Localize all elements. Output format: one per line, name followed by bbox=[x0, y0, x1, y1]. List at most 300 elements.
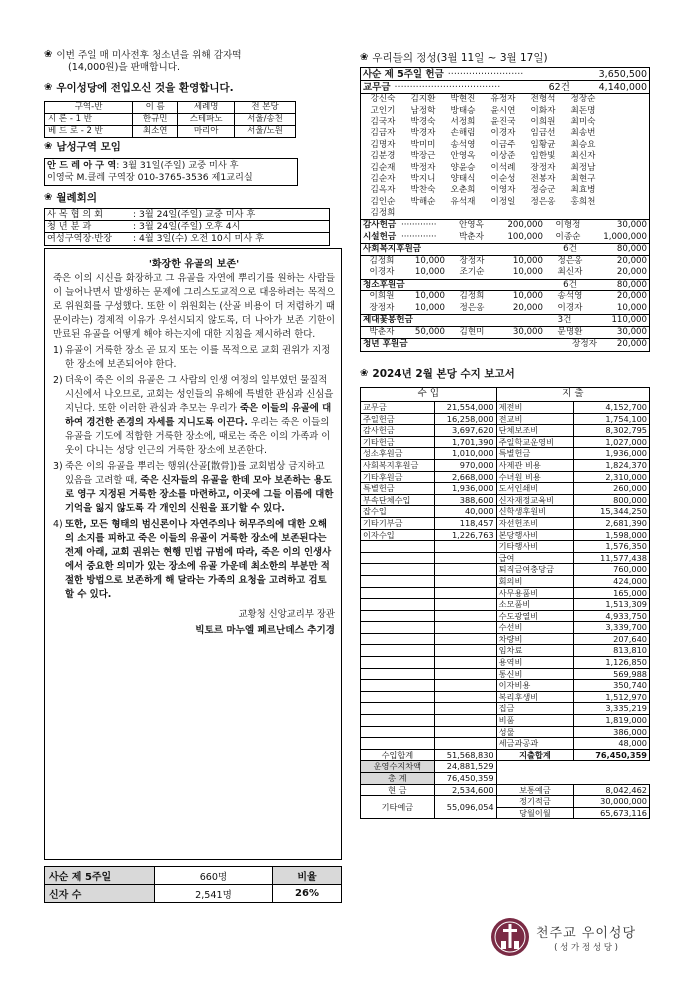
donor-name: 김정희 bbox=[369, 255, 395, 266]
deposit-amount: 55,096,054 bbox=[434, 796, 496, 819]
table-cell bbox=[361, 680, 435, 692]
table-cell bbox=[434, 668, 496, 680]
month-label: 당월이월 bbox=[496, 807, 574, 819]
list-item: 사순 제 5주일 헌금 ························· 3,650,500 bbox=[363, 69, 647, 80]
account-name: 세금과공과 bbox=[496, 738, 574, 750]
welfare-label: 사회복지후원금 bbox=[363, 244, 422, 255]
item-number: 4) bbox=[53, 519, 63, 530]
table-cell bbox=[434, 715, 496, 727]
altar-count: 3건 bbox=[557, 315, 572, 326]
south-title: 남성구역 모임 bbox=[56, 141, 121, 153]
south-section bbox=[44, 139, 342, 186]
account-name: 기타행사비 bbox=[496, 541, 574, 553]
donor-name: 박경자 bbox=[410, 128, 436, 139]
table-row bbox=[361, 459, 650, 471]
account-name: 기타헌금 bbox=[361, 436, 435, 448]
list-item bbox=[45, 233, 329, 245]
table-row bbox=[363, 140, 603, 151]
account-amount: 1,027,000 bbox=[574, 436, 650, 448]
donor-name: 정장순 bbox=[570, 94, 596, 105]
donor-name: 김인순 bbox=[370, 196, 396, 207]
table-cell: 서울/송천 bbox=[235, 114, 296, 126]
donor-amount: 10,000 bbox=[512, 255, 543, 266]
donor-amount: 30,000 bbox=[616, 220, 647, 231]
normal-label: 보통예금 bbox=[496, 784, 574, 796]
altar-label: 제대꽃봉헌금 bbox=[363, 315, 413, 326]
account-amount: 1,226,763 bbox=[434, 529, 496, 541]
donor-name: 이희원 bbox=[369, 291, 395, 302]
donor-name-grid bbox=[363, 94, 603, 219]
donor-name: 오춘희 bbox=[450, 185, 476, 196]
meeting-name: 청 년 분 과 bbox=[47, 221, 92, 232]
table-cell bbox=[434, 622, 496, 634]
flower-icon: ❀ bbox=[44, 141, 53, 152]
monthly-box bbox=[44, 208, 330, 246]
young-block bbox=[361, 338, 649, 351]
table-row bbox=[361, 471, 650, 483]
flower-icon: ❀ bbox=[44, 82, 53, 93]
table-row bbox=[361, 552, 650, 564]
account-name: 수도광열비 bbox=[496, 610, 574, 622]
account-name: 제전비 bbox=[496, 402, 574, 414]
table-row bbox=[361, 564, 650, 576]
donor-amount: 10,000 bbox=[512, 267, 543, 278]
account-amount: 3,339,700 bbox=[574, 622, 650, 634]
donor-name: 김순자 bbox=[370, 173, 396, 184]
ratio-value: 26% bbox=[273, 885, 342, 903]
donor-name: 김정희 bbox=[459, 291, 485, 302]
list-item bbox=[361, 315, 649, 327]
deposit-label: 기타예금 bbox=[361, 796, 435, 819]
donor-name: 전봉자 bbox=[530, 173, 556, 184]
attendance-value: 660명 bbox=[155, 867, 273, 885]
donor-name: 김명자 bbox=[370, 139, 396, 150]
table-cell bbox=[361, 657, 435, 669]
flower-icon: ❀ bbox=[360, 368, 369, 379]
donor-amount: 200,000 bbox=[507, 220, 543, 231]
table-row bbox=[361, 715, 650, 727]
donor-name: 홍희천 bbox=[570, 196, 596, 207]
account-amount: 1,701,390 bbox=[434, 436, 496, 448]
account-amount: 1,010,000 bbox=[434, 448, 496, 460]
table-cell bbox=[361, 645, 435, 657]
donor-name: 이상준 bbox=[490, 151, 516, 162]
account-amount: 760,000 bbox=[574, 564, 650, 576]
donor-name: 이형정 bbox=[555, 220, 581, 231]
welfare-count: 6건 bbox=[563, 244, 577, 255]
table-cell bbox=[434, 599, 496, 611]
donor-name: 이경자 bbox=[557, 302, 583, 313]
donor-name: 장정자 bbox=[530, 162, 556, 173]
table-row bbox=[361, 610, 650, 622]
donor-name: 박찬숙 bbox=[410, 185, 436, 196]
expense-total-label: 지출합계 bbox=[496, 749, 574, 761]
donor-amount: 20,000 bbox=[616, 255, 647, 266]
meeting-time: : 3월 24일(주일) 교중 미사 후 bbox=[133, 209, 256, 220]
account-amount: 386,000 bbox=[574, 726, 650, 738]
deficit-label: 운영수지차액 bbox=[361, 761, 435, 773]
account-amount: 11,577,438 bbox=[574, 552, 650, 564]
youth-label: 청소후원금 bbox=[363, 279, 405, 290]
donor-name: 임한빛 bbox=[530, 151, 556, 162]
list-item bbox=[361, 244, 649, 256]
table-cell: 시 론 - 1 반 bbox=[45, 114, 133, 126]
donor-name: 정은옹 bbox=[530, 196, 556, 207]
donor-name: 장정자 bbox=[459, 255, 485, 266]
young-label: 청년 후원금 bbox=[363, 339, 408, 350]
item-bold-text: 또한, 모든 형태의 범신론이나 자연주의나 허무주의에 대한 오해의 소지를 피하고 죽은 이들의 유골이 거룩한 장소에 보존된다는 전제 아래, 교회 권위는 현행 민법 규범에 따라, 죽은 이의 인생사에서 중요한 의미가 있는 장소에 유골 가운데 최소한의 부분만 적절한 방법으로 보존하게 해 달라는 가족의 요청을 고려하고 검토할 수 있다. bbox=[65, 519, 332, 600]
donor-name: 김금자 bbox=[370, 128, 396, 139]
parish-label: 교무금 bbox=[363, 82, 391, 93]
south-district-label: 안 드 레 아 구 역 bbox=[47, 160, 117, 171]
donor-name: 이화자 bbox=[530, 105, 556, 116]
list-item: 감사헌금 ············· 안영옥 200,000 이형정 30,000 bbox=[363, 220, 647, 231]
table-cell bbox=[434, 564, 496, 576]
account-name: 본당행사비 bbox=[496, 529, 574, 541]
altar-amount: 110,000 bbox=[611, 315, 647, 326]
attendance-label: 사순 제 5주일 bbox=[45, 867, 155, 885]
table-cell: 스테파노 bbox=[178, 114, 235, 126]
meeting-name: 여성구역장·반장 bbox=[47, 233, 113, 244]
savings-amount: 30,000,000 bbox=[574, 796, 650, 808]
donor-amount: 50,000 bbox=[414, 326, 445, 337]
monthly-section bbox=[44, 190, 342, 246]
expense-total: 76,450,359 bbox=[574, 749, 650, 761]
table-row bbox=[363, 94, 603, 105]
item-text: 유골이 거룩한 장소 곧 묘지 또는 이를 목적으로 교회 권위가 지정한 장소에 보존되어야 한다. bbox=[65, 345, 331, 370]
welcome-title: 우이성당에 전입오신 것을 환영합니다. bbox=[56, 82, 234, 94]
parish-count: 62건 bbox=[548, 82, 570, 93]
account-amount: 2,668,000 bbox=[434, 471, 496, 483]
donor-name: 유석재 bbox=[450, 196, 476, 207]
account-amount: 350,740 bbox=[574, 680, 650, 692]
donor-name: 전형석 bbox=[530, 94, 556, 105]
donor-name: 김현미 bbox=[459, 326, 485, 337]
south-date: : 3월 31일(주일) 교중 미사 후 bbox=[116, 160, 239, 171]
list-item bbox=[53, 374, 335, 458]
list-item bbox=[45, 209, 329, 221]
table-row bbox=[361, 402, 650, 414]
account-amount: 3,335,219 bbox=[574, 703, 650, 715]
table-row bbox=[361, 575, 650, 587]
cash-label: 현 금 bbox=[361, 784, 435, 796]
list-item bbox=[53, 460, 335, 516]
account-amount: 16,258,000 bbox=[434, 413, 496, 425]
account-amount: 1,513,309 bbox=[574, 599, 650, 611]
welcome-header-cell: 전 본당 bbox=[235, 102, 296, 114]
donor-name: 박미미 bbox=[410, 139, 436, 150]
list-item bbox=[361, 303, 649, 315]
table-row bbox=[361, 599, 650, 611]
donor-name: 김지환 bbox=[410, 94, 436, 105]
donor-name: 이경자 bbox=[490, 128, 516, 139]
table-cell bbox=[434, 703, 496, 715]
table-row bbox=[361, 773, 650, 785]
table-cell bbox=[361, 622, 435, 634]
account-name: 신학생후원비 bbox=[496, 506, 574, 518]
table-row bbox=[361, 448, 650, 460]
table-cell bbox=[361, 726, 435, 738]
table-cell: 서울/노원 bbox=[235, 126, 296, 138]
table-row bbox=[363, 117, 603, 128]
account-amount: 8,302,795 bbox=[574, 425, 650, 437]
table-row bbox=[45, 885, 342, 903]
list-item bbox=[53, 518, 335, 602]
item-number: 3) bbox=[53, 461, 63, 472]
donor-name: 김옥자 bbox=[370, 185, 396, 196]
welcome-header-cell: 이 름 bbox=[133, 102, 178, 114]
table-row bbox=[45, 126, 296, 138]
item-number: 1) bbox=[53, 345, 63, 356]
donor-amount: 10,000 bbox=[616, 302, 647, 313]
donor-amount: 10,000 bbox=[414, 291, 445, 302]
account-amount: 1,819,000 bbox=[574, 715, 650, 727]
donor-name: 조기순 bbox=[459, 267, 485, 278]
welcome-header-row bbox=[45, 102, 296, 114]
donor-name bbox=[563, 208, 603, 219]
table-row bbox=[361, 517, 650, 529]
donor-name: 임황균 bbox=[530, 139, 556, 150]
donor-name: 최신자 bbox=[570, 151, 596, 162]
account-name: 퇴직금여충당금 bbox=[496, 564, 574, 576]
finance-title: 2024년 2월 본당 수지 보고서 bbox=[372, 368, 515, 380]
item-bold-text: 죽은 신자들의 유골을 한데 모아 보존하는 용도로 영구 지정된 거룩한 장소를 마련하고, 이곳에 그들 이름에 대한 기억을 잃지 않도록 각 개인의 신원을 표기할 수 있다. bbox=[65, 475, 334, 514]
donor-name: 고인기 bbox=[370, 105, 396, 116]
account-name: 부속단체수입 bbox=[361, 494, 435, 506]
donor-name: 최효병 bbox=[570, 185, 596, 196]
parish-amount: 4,140,000 bbox=[598, 82, 647, 93]
welcome-header-cell: 세례명 bbox=[178, 102, 235, 114]
donor-name: 송석영 bbox=[450, 139, 476, 150]
account-amount: 1,936,000 bbox=[574, 448, 650, 460]
welcome-section bbox=[44, 80, 342, 138]
account-name: 수녀원 비용 bbox=[496, 471, 574, 483]
income-header: 수 입 bbox=[361, 388, 497, 402]
donor-name: 박현진 bbox=[450, 94, 476, 105]
table-cell bbox=[434, 587, 496, 599]
account-name: 특별헌금 bbox=[496, 448, 574, 460]
list-item bbox=[361, 291, 649, 303]
donor-name: 박장근 bbox=[410, 151, 436, 162]
account-amount: 1,824,370 bbox=[574, 459, 650, 471]
list-item: 교무금 ··································· 62건 4,140,000 bbox=[363, 82, 647, 93]
thanks-label: 감사헌금 bbox=[363, 220, 397, 231]
table-row bbox=[361, 483, 650, 495]
donor-name: 방태승 bbox=[450, 105, 476, 116]
donor-name: 박경숙 bbox=[410, 116, 436, 127]
account-name: 비품 bbox=[496, 715, 574, 727]
donor-name bbox=[483, 208, 523, 219]
table-cell bbox=[434, 680, 496, 692]
meeting-time: : 3월 24일(주일) 오후 4시 bbox=[133, 221, 241, 232]
table-row bbox=[361, 703, 650, 715]
table-cell bbox=[434, 726, 496, 738]
table-cell bbox=[434, 738, 496, 750]
meeting-time: : 4월 3일(수) 오전 10시 미사 후 bbox=[133, 233, 265, 244]
donor-amount: 10,000 bbox=[414, 302, 445, 313]
donor-name: 최송번 bbox=[570, 128, 596, 139]
members-label: 신자 수 bbox=[45, 885, 155, 903]
account-name: 복리후생비 bbox=[496, 691, 574, 703]
account-name: 특별헌금 bbox=[361, 483, 435, 495]
donor-name: 박지니 bbox=[410, 173, 436, 184]
donor-name: 박정자 bbox=[410, 162, 436, 173]
table-cell bbox=[361, 703, 435, 715]
account-amount: 3,697,620 bbox=[434, 425, 496, 437]
donor-name: 최돈명 bbox=[570, 105, 596, 116]
table-row bbox=[361, 622, 650, 634]
table-row bbox=[361, 796, 650, 808]
list-item bbox=[45, 221, 329, 233]
table-row bbox=[361, 587, 650, 599]
table-cell bbox=[361, 633, 435, 645]
account-name: 용역비 bbox=[496, 657, 574, 669]
donor-name: 박춘자 bbox=[369, 326, 395, 337]
account-name: 성물 bbox=[496, 726, 574, 738]
donor-name: 김순재 bbox=[370, 162, 396, 173]
donor-name: 안영옥 bbox=[450, 151, 476, 162]
table-row bbox=[361, 633, 650, 645]
table-cell: 한규민 bbox=[133, 114, 178, 126]
income-total: 51,568,830 bbox=[434, 749, 496, 761]
essay-signature-title: 교황청 신앙교리부 장관 bbox=[238, 609, 335, 620]
table-cell bbox=[361, 668, 435, 680]
normal-amount: 8,042,462 bbox=[574, 784, 650, 796]
account-name: 차량비 bbox=[496, 633, 574, 645]
donor-name: 정은옹 bbox=[557, 255, 583, 266]
list-item: 시설헌금 ············· 박춘자 100,000 이종순 1,000,000 bbox=[363, 231, 647, 242]
donor-name: 이순성 bbox=[490, 173, 516, 184]
church-subtitle: ( 성 가 정 성 당 ) bbox=[554, 942, 618, 953]
expense-header: 지 출 bbox=[496, 388, 649, 402]
account-amount: 1,512,970 bbox=[574, 691, 650, 703]
account-name: 집금 bbox=[496, 703, 574, 715]
table-row bbox=[363, 105, 603, 116]
donor-name: 유정자 bbox=[490, 94, 516, 105]
donor-name: 최현구 bbox=[570, 173, 596, 184]
table-row bbox=[363, 174, 603, 185]
table-cell bbox=[434, 552, 496, 564]
table-row bbox=[361, 691, 650, 703]
table-cell bbox=[434, 610, 496, 622]
table-row bbox=[45, 867, 342, 885]
account-name: 급여 bbox=[496, 552, 574, 564]
donor-amount: 30,000 bbox=[512, 326, 543, 337]
account-name: 잡수입 bbox=[361, 506, 435, 518]
table-row bbox=[361, 494, 650, 506]
account-amount: 1,598,000 bbox=[574, 529, 650, 541]
donor-name: 남정학 bbox=[410, 105, 436, 116]
donor-name: 이종순 bbox=[555, 231, 581, 242]
donor-amount: 30,000 bbox=[616, 326, 647, 337]
income-total-label: 수입합계 bbox=[361, 749, 435, 761]
account-name: 통신비 bbox=[496, 668, 574, 680]
account-amount: 388,600 bbox=[434, 494, 496, 506]
donor-amount: 10,000 bbox=[414, 255, 445, 266]
account-name: 신자재정교육비 bbox=[496, 494, 574, 506]
table-cell: 최소연 bbox=[133, 126, 178, 138]
finance-header-row bbox=[361, 388, 650, 402]
donor-name: 안영옥 bbox=[459, 220, 484, 231]
essay-list bbox=[53, 344, 335, 602]
donor-name: 서정희 bbox=[450, 116, 476, 127]
donor-name: 손해림 bbox=[450, 128, 476, 139]
account-name: 사무용품비 bbox=[496, 587, 574, 599]
table-row bbox=[361, 436, 650, 448]
donor-name: 최신자 bbox=[557, 267, 583, 278]
church-name: 천주교 우이성당 bbox=[536, 925, 637, 941]
donor-name: 이영자 bbox=[490, 185, 516, 196]
account-amount: 4,933,750 bbox=[574, 610, 650, 622]
finance-summary-table bbox=[360, 749, 650, 820]
essay-signature-name: 빅토르 마누엘 페르난데스 추기경 bbox=[195, 625, 335, 636]
donor-amount: 20,000 bbox=[616, 267, 647, 278]
account-name: 이자비용 bbox=[496, 680, 574, 692]
table-row bbox=[363, 151, 603, 162]
deficit-amount: 24,881,529 bbox=[434, 761, 496, 773]
table-cell bbox=[361, 587, 435, 599]
account-name: 기타후원금 bbox=[361, 471, 435, 483]
table-row bbox=[361, 645, 650, 657]
church-logo bbox=[490, 912, 650, 962]
list-item bbox=[53, 344, 335, 372]
donor-name: 정은옹 bbox=[459, 302, 485, 313]
account-name: 단체보조비 bbox=[496, 425, 574, 437]
account-name: 전교비 bbox=[496, 413, 574, 425]
list-item bbox=[361, 327, 649, 339]
finance-section bbox=[360, 366, 650, 819]
item-text: 죽은 이의 유골을 뿌리는 행위(산골[散骨])를 교회법상 금지하고 있음을 고려할 때, bbox=[65, 461, 325, 486]
offering-box bbox=[360, 67, 650, 352]
table-cell bbox=[361, 564, 435, 576]
account-amount: 21,554,000 bbox=[434, 402, 496, 414]
table-cell bbox=[361, 738, 435, 750]
table-cell: 마리아 bbox=[178, 126, 235, 138]
account-amount: 165,000 bbox=[574, 587, 650, 599]
table-cell bbox=[361, 691, 435, 703]
donor-amount: 10,000 bbox=[414, 267, 445, 278]
essay-intro: 죽은 이의 시신을 화장하고 그 유골을 자연에 뿌리기를 원하는 사람들이 늘어나면서 발생하는 문제에 그리스도교적으로 대응하려는 목적으로 위원회를 구성했다. 또한 이 위원회는 (산골 비용이 더 저렴하기 때문이라는) 경제적 이유가 우선시되지 않도록, 더 나아가 보존 기한이 만료된 유골을 어떻게 해야 하는지에 대한 지침을 제시하려 한다. bbox=[53, 273, 335, 340]
account-name: 주일학교운영비 bbox=[496, 436, 574, 448]
ratio-label: 비율 bbox=[273, 867, 342, 885]
table-cell bbox=[434, 645, 496, 657]
table-cell bbox=[434, 633, 496, 645]
table-cell bbox=[434, 657, 496, 669]
offering-title: 우리들의 정성(3월 11일 ~ 3월 17일) bbox=[372, 52, 548, 64]
donor-name bbox=[403, 208, 443, 219]
table-cell bbox=[361, 541, 435, 553]
meeting-name: 사 목 협 의 회 bbox=[47, 209, 104, 220]
flower-icon: ❀ bbox=[360, 52, 369, 63]
donor-name: 양태식 bbox=[450, 173, 476, 184]
donor-name: 최미숙 bbox=[570, 116, 596, 127]
donor-name: 김분경 bbox=[370, 151, 396, 162]
welcome-header-cell: 구역-반 bbox=[45, 102, 133, 114]
donor-amount: 100,000 bbox=[507, 231, 543, 242]
essay-title: '화장한 유골의 보존' bbox=[148, 259, 240, 270]
account-name: 성소후원금 bbox=[361, 448, 435, 460]
account-amount: 118,457 bbox=[434, 517, 496, 529]
donor-name: 이희원 bbox=[530, 116, 556, 127]
list-item bbox=[361, 339, 649, 351]
table-cell bbox=[434, 575, 496, 587]
donor-amount: 20,000 bbox=[616, 291, 647, 302]
account-amount: 1,754,100 bbox=[574, 413, 650, 425]
table-cell bbox=[434, 541, 496, 553]
table-cell bbox=[361, 599, 435, 611]
account-amount: 424,000 bbox=[574, 575, 650, 587]
table-row bbox=[361, 749, 650, 761]
